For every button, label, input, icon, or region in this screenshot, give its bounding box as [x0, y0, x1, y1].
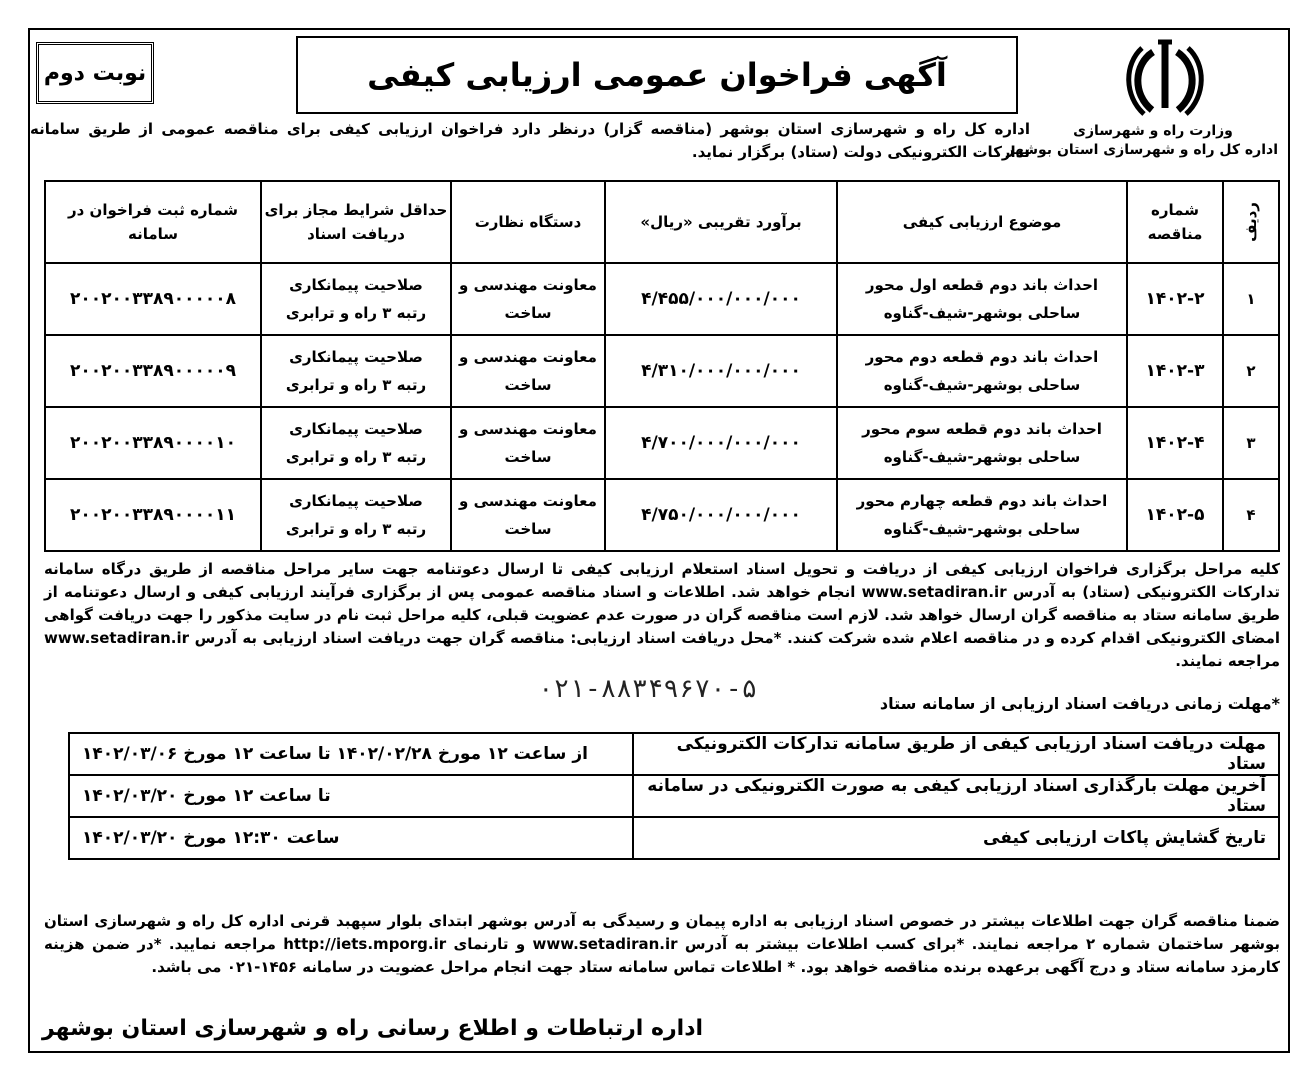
- contact-paragraph: ضمنا مناقصه گران جهت اطلاعات بیشتر در خصوص اسناد ارزیابی به اداره پیمان و رسیدگی به آدرس بوشهر ابتدای بلوار سپهبد قرنی اداره کل راه و شهرسازی استان بوشهر ساختمان شماره ۲ مراجعه نمایند. *برای کسب اطلاعات بیشتر به آدرس www.setadiran.ir و تارنمای http://iets.mporg.ir مراجعه نمایید. *در ضمن هزینه کارمزد سامانه ستاد و درج آگهی برعهده برنده مناقصه خواهد بود. * اطلاعات تماس سامانه ستاد جهت انجام مراحل عضویت در سامانه ۱۴۵۶-۰۲۱ می باشد.: [44, 912, 1281, 976]
- cell-qualification: صلاحیت پیمانکاری رتبه ۳ راه و ترابری: [261, 407, 451, 479]
- ministry-name: وزارت راه و شهرسازی: [1073, 123, 1233, 139]
- table-row: [69, 733, 1279, 775]
- cell-estimate: ۴/۷۵۰/۰۰۰/۰۰۰/۰۰۰: [605, 479, 837, 551]
- notice-title: آگهی فراخوان عمومی ارزیابی کیفی: [296, 36, 1018, 114]
- header-tender-no: شماره مناقصه: [1127, 181, 1223, 263]
- cell-reg-no: ۲۰۰۲۰۰۳۳۸۹۰۰۰۰۱۱: [45, 479, 261, 551]
- table-header-row: [45, 181, 1279, 263]
- table-row: [45, 407, 1279, 479]
- phone-number: ۰۲۱-۸۸۳۴۹۶۷۰-۵: [538, 674, 758, 704]
- cell-qualification: صلاحیت پیمانکاری رتبه ۳ راه و ترابری: [261, 479, 451, 551]
- cell-tender-no: ۱۴۰۲-۴: [1127, 407, 1223, 479]
- deadlines-table: [68, 732, 1280, 860]
- iran-emblem-logo: [1120, 38, 1210, 122]
- table-row: [69, 775, 1279, 817]
- tenders-table: [44, 180, 1280, 552]
- cell-estimate: ۴/۳۱۰/۰۰۰/۰۰۰/۰۰۰: [605, 335, 837, 407]
- cell-qualification: صلاحیت پیمانکاری رتبه ۳ راه و ترابری: [261, 263, 451, 335]
- intro-line-1: اداره کل راه و شهرسازی استان بوشهر (مناقصه گزار) درنظر دارد فراخوان ارزیابی کیفی برای مناقصه عمومی از طریق سامانه: [30, 120, 1030, 138]
- cell-supervisor: معاونت مهندسی و ساخت: [451, 479, 605, 551]
- cell-reg-no: ۲۰۰۲۰۰۳۳۸۹۰۰۰۰۰۹: [45, 335, 261, 407]
- cell-supervisor: معاونت مهندسی و ساخت: [451, 407, 605, 479]
- cell-supervisor: معاونت مهندسی و ساخت: [451, 263, 605, 335]
- header-qualification: حداقل شرایط مجاز برای دریافت اسناد: [261, 181, 451, 263]
- header-estimate: برآورد تقریبی «ریال»: [605, 181, 837, 263]
- cell-subject: احداث باند دوم قطعه چهارم محور ساحلی بوشهر-شیف-گناوه: [837, 479, 1127, 551]
- cell-reg-no: ۲۰۰۲۰۰۳۳۸۹۰۰۰۰۰۸: [45, 263, 261, 335]
- signature: اداره ارتباطات و اطلاع رسانی راه و شهرسازی استان بوشهر: [42, 1016, 704, 1041]
- cell-tender-no: ۱۴۰۲-۲: [1127, 263, 1223, 335]
- header-subject: موضوع ارزیابی کیفی: [837, 181, 1127, 263]
- procedure-paragraph: کلیه مراحل برگزاری فراخوان ارزیابی کیفی از دریافت و تحویل اسناد استعلام ارزیابی کیفی تا ارسال دعوتنامه جهت سایر مراحل مناقصه از طریق درگاه سامانه تدارکات الکترونیکی (ستاد) به آدرس www.setadiran.ir انجام خواهد شد. اطلاعات و اسناد مناقصه عمومی پس از برگزاری فرآیند ارزیابی کیفی و ارسال دعوتنامه از طریق سامانه ستاد به مناقصه گران ارسال خواهد شد. لازم است مناقصه گران در صورت عدم عضویت قبلی، کلیه مراحل ثبت نام در سایت مذکور را جهت دریافت گواهی امضای الکترونیکی اقدام کرده و در مناقصه اعلام شده شرکت کنند. *محل دریافت اسناد ارزیابی: مناقصه گران جهت دریافت اسناد ارزیابی به آدرس www.setadiran.ir مراجعه نمایند.: [44, 560, 1280, 670]
- cell-qualification: صلاحیت پیمانکاری رتبه ۳ راه و ترابری: [261, 335, 451, 407]
- table-row: [69, 817, 1279, 859]
- ministry-heading: [1006, 122, 1278, 160]
- header-supervisor: دستگاه نظارت: [451, 181, 605, 263]
- deadline-value: از ساعت ۱۲ مورخ ۱۴۰۲/۰۲/۲۸ تا ساعت ۱۲ مورخ ۱۴۰۲/۰۳/۰۶: [69, 733, 633, 775]
- intro-line-2: تدارکات الکترونیکی دولت (ستاد) برگزار نماید.: [691, 143, 1030, 161]
- deadline-value: تا ساعت ۱۲ مورخ ۱۴۰۲/۰۳/۲۰: [69, 775, 633, 817]
- cell-estimate: ۴/۴۵۵/۰۰۰/۰۰۰/۰۰۰: [605, 263, 837, 335]
- cell-subject: احداث باند دوم قطعه سوم محور ساحلی بوشهر-شیف-گناوه: [837, 407, 1127, 479]
- cell-reg-no: ۲۰۰۲۰۰۳۳۸۹۰۰۰۰۱۰: [45, 407, 261, 479]
- table-row: [45, 263, 1279, 335]
- cell-row-no: ۲: [1223, 335, 1279, 407]
- header-reg-no: شماره ثبت فراخوان در سامانه: [45, 181, 261, 263]
- cell-subject: احداث باند دوم قطعه دوم محور ساحلی بوشهر-شیف-گناوه: [837, 335, 1127, 407]
- deadline-heading: *مهلت زمانی دریافت اسناد ارزیابی از سامانه ستاد: [879, 694, 1280, 713]
- tender-notice: [28, 28, 1290, 1053]
- header-row-no: ردیف: [1223, 181, 1279, 263]
- department-name: اداره کل راه و شهرسازی استان بوشهر: [1006, 142, 1278, 158]
- intro-paragraph: [30, 118, 1030, 164]
- table-row: [45, 335, 1279, 407]
- deadline-value: ساعت ۱۲:۳۰ مورخ ۱۴۰۲/۰۳/۲۰: [69, 817, 633, 859]
- deadline-label: مهلت دریافت اسناد ارزیابی کیفی از طریق سامانه تدارکات الکترونیکی ستاد: [633, 733, 1279, 775]
- deadline-label: تاریخ گشایش پاکات ارزیابی کیفی: [633, 817, 1279, 859]
- cell-row-no: ۱: [1223, 263, 1279, 335]
- cell-row-no: ۳: [1223, 407, 1279, 479]
- table-row: [45, 479, 1279, 551]
- cell-tender-no: ۱۴۰۲-۳: [1127, 335, 1223, 407]
- cell-supervisor: معاونت مهندسی و ساخت: [451, 335, 605, 407]
- round-badge: نوبت دوم: [36, 42, 154, 104]
- cell-tender-no: ۱۴۰۲-۵: [1127, 479, 1223, 551]
- cell-estimate: ۴/۷۰۰/۰۰۰/۰۰۰/۰۰۰: [605, 407, 837, 479]
- cell-subject: احداث باند دوم قطعه اول محور ساحلی بوشهر-شیف-گناوه: [837, 263, 1127, 335]
- cell-row-no: ۴: [1223, 479, 1279, 551]
- deadline-label: آخرین مهلت بارگذاری اسناد ارزیابی کیفی به صورت الکترونیکی در سامانه ستاد: [633, 775, 1279, 817]
